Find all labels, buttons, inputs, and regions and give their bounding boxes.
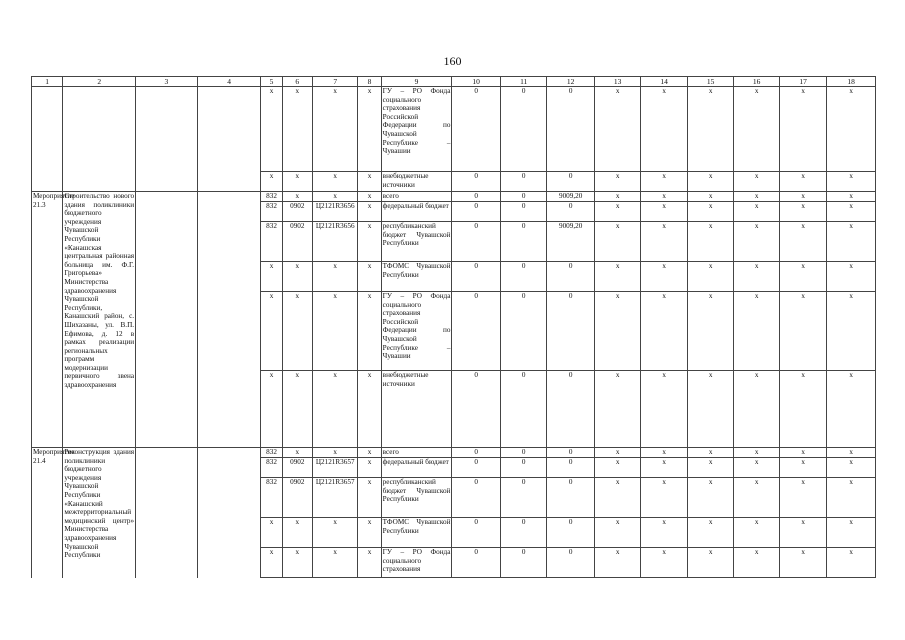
cell-empty (197, 87, 261, 192)
table-cell: x (594, 292, 640, 371)
table-cell: x (734, 458, 779, 478)
table-cell: x (734, 548, 779, 578)
column-number-row (32, 77, 876, 87)
column-header: 1 (32, 77, 63, 87)
table-cell: 0 (500, 518, 546, 548)
table-cell: ГУ – РО Фонда социального страхования Российской Федерации по Чувашской Республике – Чувашии (381, 292, 452, 371)
table-cell: 9009,20 (547, 222, 595, 262)
table-cell: 0 (500, 172, 546, 192)
table-cell: x (734, 172, 779, 192)
table-cell: 0 (452, 518, 501, 548)
table-cell: x (779, 172, 827, 192)
table-cell: 0 (452, 222, 501, 262)
table-cell: x (687, 192, 733, 202)
table-cell: x (312, 262, 357, 292)
table-cell: x (687, 548, 733, 578)
table-cell: 0 (500, 448, 546, 458)
table-cell: 0 (547, 448, 595, 458)
measure-description: Реконструкция здания поликлиники бюджетного учреждения Чувашской Республики «Канашский межтерриториальный медицинский центр» Министерства здравоохранения Чувашской Республики (63, 448, 136, 578)
table-cell: ТФОМС Чувашской Республики (381, 518, 452, 548)
table-cell: федеральный бюджет (381, 458, 452, 478)
table-cell: x (312, 518, 357, 548)
table-cell: 832 (261, 478, 282, 518)
table-cell: 0 (547, 262, 595, 292)
table-cell: x (827, 202, 876, 222)
table-cell: x (594, 172, 640, 192)
cell-empty (197, 192, 261, 448)
table-cell: x (594, 448, 640, 458)
table-cell: x (687, 292, 733, 371)
table-cell: x (358, 202, 381, 222)
table-cell: 0 (547, 371, 595, 448)
table-cell: 0 (500, 262, 546, 292)
table-cell: x (282, 192, 312, 202)
table-cell: x (641, 87, 687, 172)
table-cell: x (779, 292, 827, 371)
table-cell: всего (381, 448, 452, 458)
table-cell: 0 (452, 292, 501, 371)
table-cell: x (641, 292, 687, 371)
cell-empty (136, 87, 198, 192)
table-cell: ГУ – РО Фонда социального страхования Российской Федерации по Чувашской Республике – Чувашии (381, 87, 452, 172)
table-cell: x (261, 262, 282, 292)
table-cell: 0 (452, 458, 501, 478)
table-cell: 832 (261, 448, 282, 458)
column-header: 7 (312, 77, 357, 87)
table-cell: x (779, 548, 827, 578)
table-cell: x (734, 518, 779, 548)
table-cell: x (641, 448, 687, 458)
table-cell: x (827, 292, 876, 371)
measure-description: Строительство нового здания поликлиники бюджетного учреждения Чувашской Республики «Канашская центральная районная больница им. Ф.Г. Григорьева» Министерства здравоохранения Чувашской Республики, Канашский район, с. Шихазаны, ул. В.П. Ефимова, д. 12 в рамках реализации региональных программ модернизации первичного звена здравоохранения (63, 192, 136, 448)
column-header: 8 (358, 77, 381, 87)
table-cell: x (734, 292, 779, 371)
measure-label: Мероприятие 21.3 (32, 192, 63, 448)
table-cell: x (687, 222, 733, 262)
table-cell: 0 (452, 548, 501, 578)
table-cell: x (594, 371, 640, 448)
table-cell: x (358, 518, 381, 548)
table-cell: x (734, 222, 779, 262)
table-cell: x (358, 262, 381, 292)
table-cell: Ц2121R3657 (312, 478, 357, 518)
table-cell: x (827, 518, 876, 548)
table-cell: x (594, 458, 640, 478)
column-header: 10 (452, 77, 501, 87)
table-cell: 0 (452, 172, 501, 192)
table-cell: x (358, 172, 381, 192)
table-cell: x (594, 222, 640, 262)
table-cell: x (282, 292, 312, 371)
table-cell: x (261, 371, 282, 448)
cell-empty (32, 87, 63, 192)
cell-empty (136, 192, 198, 448)
table-cell: 0 (500, 458, 546, 478)
table-cell: x (779, 222, 827, 262)
table-row (32, 192, 876, 202)
table-cell: x (261, 87, 282, 172)
table-cell: x (687, 172, 733, 192)
table-cell: x (641, 478, 687, 518)
table-cell: внебюджетные источники (381, 371, 452, 448)
table-cell: x (594, 202, 640, 222)
table-cell: 0 (452, 192, 501, 202)
cell-empty (63, 87, 136, 192)
column-header: 3 (136, 77, 198, 87)
table-cell: x (312, 87, 357, 172)
table-cell: 0 (452, 371, 501, 448)
cell-empty (136, 448, 198, 578)
table-cell: 0 (452, 87, 501, 172)
table-cell: 0902 (282, 222, 312, 262)
column-header: 16 (734, 77, 779, 87)
table-cell: x (827, 222, 876, 262)
table-cell: x (282, 262, 312, 292)
table-cell: x (312, 448, 357, 458)
table-cell: Ц2121R3657 (312, 458, 357, 478)
table-cell: 0 (500, 87, 546, 172)
table-cell: 9009,20 (547, 192, 595, 202)
table-cell: x (594, 192, 640, 202)
table-cell: 0902 (282, 458, 312, 478)
table-cell: x (641, 518, 687, 548)
table-cell: республиканский бюджет Чувашской Республики (381, 478, 452, 518)
table-cell: Ц2121R3656 (312, 202, 357, 222)
table-cell: x (312, 172, 357, 192)
table-cell: x (261, 518, 282, 548)
table-cell: x (779, 518, 827, 548)
table-cell: x (641, 548, 687, 578)
table-cell: 0 (452, 448, 501, 458)
column-header: 5 (261, 77, 282, 87)
table-cell: x (641, 172, 687, 192)
table-cell: x (827, 548, 876, 578)
table-cell: x (734, 371, 779, 448)
table-cell: x (358, 448, 381, 458)
table-cell: 0 (547, 548, 595, 578)
table-cell: x (641, 202, 687, 222)
table-cell: ТФОМС Чувашской Республики (381, 262, 452, 292)
column-header: 4 (197, 77, 261, 87)
column-header: 17 (779, 77, 827, 87)
table-cell: 0 (500, 478, 546, 518)
table-cell: x (641, 262, 687, 292)
table-cell: 0 (547, 87, 595, 172)
table-cell: x (827, 172, 876, 192)
table-cell: x (827, 458, 876, 478)
table-cell: x (282, 371, 312, 448)
table-cell: x (827, 87, 876, 172)
table-cell: x (358, 458, 381, 478)
table-cell: x (358, 222, 381, 262)
table-cell: 0 (547, 202, 595, 222)
table-row (32, 87, 876, 172)
table-cell: x (779, 192, 827, 202)
table-cell: x (687, 371, 733, 448)
table-cell: x (687, 448, 733, 458)
table-cell: x (358, 478, 381, 518)
table-cell: x (734, 192, 779, 202)
table-cell: 832 (261, 458, 282, 478)
table-cell: x (594, 87, 640, 172)
column-header: 13 (594, 77, 640, 87)
table-cell: 0 (500, 548, 546, 578)
table-cell: x (827, 262, 876, 292)
table-cell: 0 (547, 458, 595, 478)
table-cell: 0 (452, 202, 501, 222)
column-header: 12 (547, 77, 595, 87)
table-cell: x (827, 478, 876, 518)
measure-label: Мероприятие 21.4 (32, 448, 63, 578)
table-cell: x (312, 292, 357, 371)
table-cell: 0 (452, 262, 501, 292)
table-cell: x (779, 478, 827, 518)
table-cell: x (261, 292, 282, 371)
budget-table (31, 76, 876, 578)
table-cell: x (779, 262, 827, 292)
table-cell: x (594, 548, 640, 578)
table-cell: x (594, 518, 640, 548)
table-cell: внебюджетные источники (381, 172, 452, 192)
table-cell: x (594, 478, 640, 518)
table-cell: x (641, 458, 687, 478)
table-cell: 0 (500, 192, 546, 202)
table-cell: x (261, 548, 282, 578)
table-cell: 0 (547, 518, 595, 548)
table-cell: x (641, 222, 687, 262)
column-header: 6 (282, 77, 312, 87)
table-cell: x (779, 202, 827, 222)
table-cell: 832 (261, 202, 282, 222)
table-cell: x (312, 371, 357, 448)
table-cell: x (687, 262, 733, 292)
table-cell: 0 (500, 292, 546, 371)
table-cell: x (641, 192, 687, 202)
table-cell: x (261, 172, 282, 192)
column-header: 9 (381, 77, 452, 87)
table-cell: 0 (500, 202, 546, 222)
table-cell: x (734, 202, 779, 222)
table-cell: x (734, 87, 779, 172)
table-row (32, 448, 876, 458)
cell-empty (197, 448, 261, 578)
table-cell: x (687, 202, 733, 222)
table-cell: x (827, 192, 876, 202)
table-cell: x (779, 458, 827, 478)
table-cell: ГУ – РО Фонда социального страхования (381, 548, 452, 578)
table-cell: x (358, 292, 381, 371)
table-cell: x (779, 87, 827, 172)
table-cell: x (734, 478, 779, 518)
table-cell: x (734, 262, 779, 292)
table-cell: 832 (261, 192, 282, 202)
column-header: 2 (63, 77, 136, 87)
table-cell: x (687, 458, 733, 478)
table-cell: x (282, 448, 312, 458)
table-cell: x (358, 192, 381, 202)
table-cell: x (282, 548, 312, 578)
table-cell: x (282, 172, 312, 192)
table-cell: 0 (500, 371, 546, 448)
table-cell: x (312, 192, 357, 202)
table-cell: x (687, 87, 733, 172)
page-number: 160 (443, 54, 462, 68)
table-cell: 0 (547, 172, 595, 192)
table-cell: x (282, 518, 312, 548)
column-header: 18 (827, 77, 876, 87)
table-cell: 0 (547, 478, 595, 518)
table-cell: x (641, 371, 687, 448)
table-cell: федеральный бюджет (381, 202, 452, 222)
table-cell: республиканский бюджет Чувашской Республики (381, 222, 452, 262)
table-cell: x (827, 448, 876, 458)
column-header: 14 (641, 77, 687, 87)
table-cell: x (594, 262, 640, 292)
table-cell: 832 (261, 222, 282, 262)
table-cell: 0902 (282, 478, 312, 518)
table-cell: 0 (547, 292, 595, 371)
table-cell: x (779, 371, 827, 448)
table-cell: 0 (452, 478, 501, 518)
table-cell: x (358, 548, 381, 578)
table-cell: x (827, 371, 876, 448)
table-cell: x (358, 371, 381, 448)
table-cell: x (734, 448, 779, 458)
table-cell: 0902 (282, 202, 312, 222)
table-cell: x (282, 87, 312, 172)
table-cell: 0 (500, 222, 546, 262)
table-cell: x (687, 518, 733, 548)
table-cell: x (358, 87, 381, 172)
table-cell: всего (381, 192, 452, 202)
column-header: 11 (500, 77, 546, 87)
table-cell: x (312, 548, 357, 578)
table-cell: x (779, 448, 827, 458)
table-cell: x (687, 478, 733, 518)
column-header: 15 (687, 77, 733, 87)
table-cell: Ц2121R3656 (312, 222, 357, 262)
